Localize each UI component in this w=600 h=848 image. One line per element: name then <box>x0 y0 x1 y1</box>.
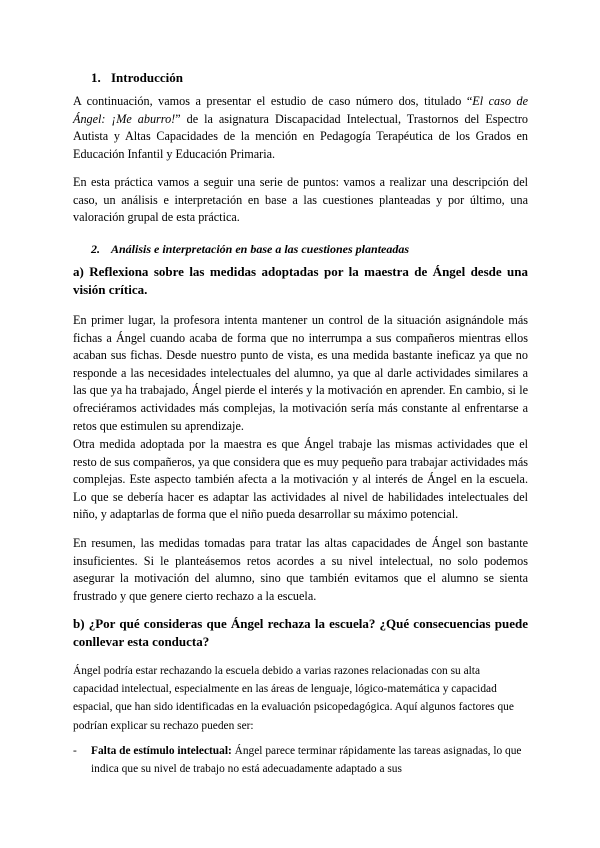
question-b-paragraph-1: Ángel podría estar rechazando la escuela debido a varias razones relacionadas con su alta capacidad intelectual, especialmente en las áreas de lenguaje, lógico-matemática y capacidad espacial, que han sido identificadas en la evaluación psicopedagógica. Aquí algunos factores que podrían explicar su rechazo pueden ser: <box>73 665 514 732</box>
section-2-number: 2. <box>91 242 100 256</box>
section-1-title: Introducción <box>111 70 183 85</box>
question-a-paragraph-3: En resumen, las medidas tomadas para tratar las altas capacidades de Ángel son bastante insuficientes. Si le planteásemos retos acordes a su nivel intelectual, no solo podemos asegurar la motivación del alumno, sino que también evitamos que el alumno se sienta frustrado y que genere cierto rechazo a la escuela. <box>73 536 528 603</box>
list-item-text: Ángel parece terminar rápidamente las tareas asignadas, lo que indica que su nivel de trabajo no está adecuadamente adaptado a sus <box>91 745 522 776</box>
section-1-heading <box>91 70 528 86</box>
section-2-heading <box>91 241 528 257</box>
list-item-label: Falta de estímulo intelectual: <box>91 745 232 757</box>
question-b-heading: b) ¿Por qué consideras que Ángel rechaza la escuela? ¿Qué consecuencias puede conllevar esta conducta? <box>73 616 528 649</box>
intro-p1-text-after: ” de la asignatura Discapacidad Intelectual, Trastornos del Espectro Autista y Altas Capacidades de la mención en Pedagogía Terapéutica de los Grados en Educación Infantil y Educación Primaria. <box>73 111 528 161</box>
section-2-title: Análisis e interpretación en base a las cuestiones planteadas <box>111 242 410 256</box>
intro-paragraph-2: En esta práctica vamos a seguir una serie de puntos: vamos a realizar una descripción del caso, un análisis e interpretación en base a las cuestiones planteadas y por último, una valoración grupal de esta práctica. <box>73 175 528 225</box>
list-item <box>73 742 528 778</box>
question-a-heading: a) Reflexiona sobre las medidas adoptadas por la maestra de Ángel desde una visión crítica. <box>73 264 528 297</box>
question-a-paragraph-1: En primer lugar, la profesora intenta mantener un control de la situación asignándole más fichas a Ángel cuando acaba de forma que no interrumpa a sus compañeros mientras ellos acaban sus fichas. Desde nuestro punto de vista, es una medida bastante ineficaz ya que no responde a las necesidades intelectuales del alumno, ya que al darle actividades similares a las que ya ha trabajado, Ángel pierde el interés y la motivación en aprender. En cambio, si le ofreciéramos actividades más complejas, la motivación sería más constante al enfrentarse a retos que estimulen su aprendizaje. <box>73 313 528 433</box>
section-1-number: 1. <box>91 70 101 85</box>
list-bullet-marker: - <box>73 745 77 757</box>
case-study-title: El caso de Ángel: ¡Me aburro! <box>73 94 528 126</box>
intro-paragraph-1 <box>73 93 528 163</box>
question-a-paragraph-2: Otra medida adoptada por la maestra es que Ángel trabaje las mismas actividades que el resto de sus compañeros, ya que considera que es muy pequeño para trabajar actividades más complejas. Este aspecto también afecta a la motivación y al interés de Ángel en la escuela. Lo que se debería hacer es adaptar las actividades al nivel de habilidades intelectuales del niño, y adaptarlas de forma que el niño pueda desarrollar su máximo potencial. <box>73 437 528 522</box>
intro-p1-text-before: A continuación, vamos a presentar el estudio de caso número dos, titulado “ <box>73 94 473 108</box>
